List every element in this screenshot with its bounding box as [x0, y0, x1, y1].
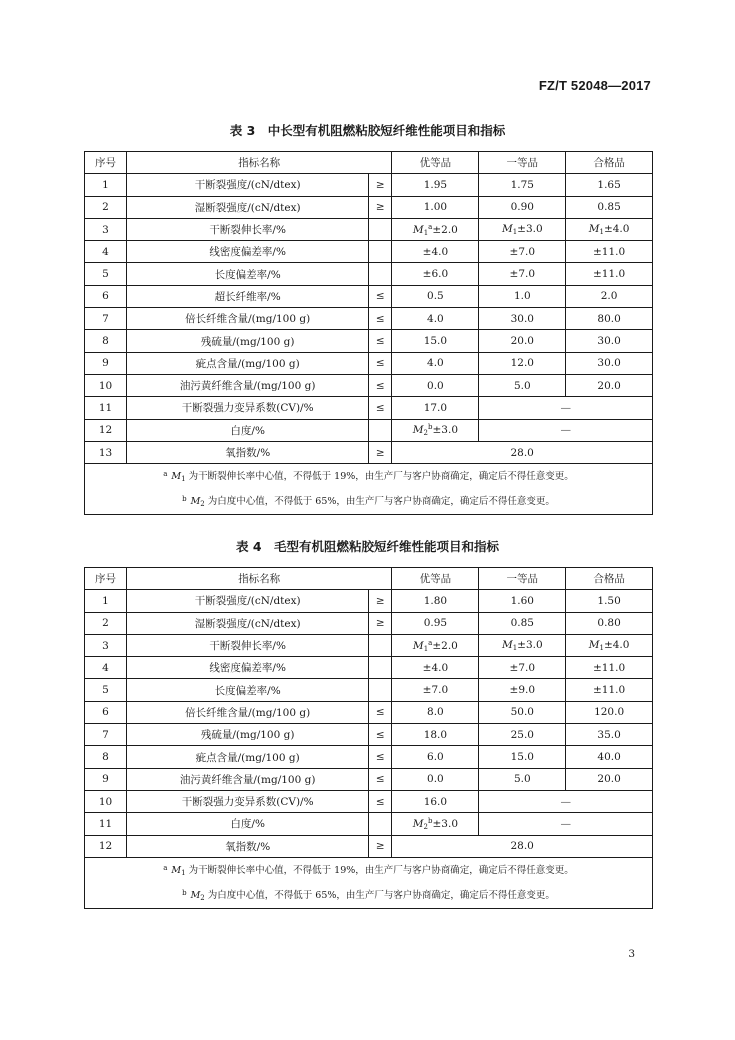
value-qualified	[566, 612, 653, 634]
symbol-subscript: 1	[512, 228, 518, 237]
row-number: 4	[85, 241, 127, 263]
symbol-subscript: 2	[423, 429, 429, 438]
value-text: ±11.0	[593, 684, 626, 697]
table-row	[85, 441, 653, 463]
value-text: 4.0	[427, 312, 444, 325]
value-text: ±9.0	[509, 684, 536, 697]
value-text: 0.90	[510, 201, 534, 214]
table-row	[85, 330, 653, 352]
value-excellent	[392, 308, 479, 330]
comparison-operator: ≥	[369, 612, 392, 634]
comparison-operator: ≥	[369, 590, 392, 612]
value-text: 1.95	[423, 178, 448, 191]
row-number: 11	[85, 397, 127, 419]
comparison-operator	[369, 241, 392, 263]
comparison-operator: ≤	[369, 701, 392, 723]
value-first	[479, 657, 566, 679]
property-name: 疵点含量/(mg/100 g)	[127, 352, 369, 374]
header-grade-qualified: 合格品	[566, 152, 653, 174]
header-grade-excellent: 优等品	[392, 568, 479, 590]
value-text: 0.85	[510, 617, 534, 630]
symbol-m: M	[588, 223, 600, 236]
value-excellent	[392, 701, 479, 723]
row-number: 12	[85, 835, 127, 857]
value-qualified	[566, 679, 653, 701]
standard-code: FZ/T 52048—2017	[538, 78, 651, 93]
table-row	[85, 813, 653, 835]
value-excellent	[392, 241, 479, 263]
property-name: 氧指数/%	[127, 835, 369, 857]
value-text: 20.0	[597, 379, 621, 392]
value-excellent	[392, 374, 479, 396]
page-number: 3	[628, 948, 635, 960]
comparison-operator	[369, 218, 392, 240]
table-row	[85, 196, 653, 218]
table-row	[85, 285, 653, 307]
table-row	[85, 374, 653, 396]
property-name: 线密度偏差率/%	[127, 241, 369, 263]
row-number: 1	[85, 590, 127, 612]
header-grade-first: 一等品	[479, 152, 566, 174]
table-row	[85, 174, 653, 196]
value-qualified	[566, 768, 653, 790]
value-first	[479, 374, 566, 396]
value-first	[479, 612, 566, 634]
value-text: 1.75	[510, 178, 534, 191]
symbol-subscript: 1	[423, 644, 429, 653]
row-number: 8	[85, 330, 127, 352]
table-row	[85, 397, 653, 419]
value-excellent	[392, 746, 479, 768]
table-row	[85, 746, 653, 768]
value-text: 5.0	[513, 773, 531, 786]
symbol-superscript: a	[428, 222, 433, 231]
value-excellent	[392, 397, 479, 419]
value-text: 18.0	[423, 728, 448, 741]
value-not-applicable: —	[479, 790, 653, 812]
value-text: 0.5	[427, 290, 444, 303]
table-row	[85, 790, 653, 812]
property-name: 倍长纤维含量/(mg/100 g)	[127, 701, 369, 723]
comparison-operator: ≤	[369, 308, 392, 330]
value-text: 1.50	[597, 594, 621, 607]
property-name: 油污黄纤维含量/(mg/100 g)	[127, 768, 369, 790]
table-header-row	[85, 152, 653, 174]
value-text: 8.0	[427, 706, 444, 719]
comparison-operator: ≤	[369, 724, 392, 746]
value-excellent	[392, 634, 479, 656]
value-text: ±7.0	[509, 268, 536, 281]
property-name: 氧指数/%	[127, 441, 369, 463]
header-no: 序号	[85, 152, 127, 174]
value-text: 30.0	[597, 357, 621, 370]
value-text: ±4.0	[422, 661, 449, 674]
value-text: ±4.0	[422, 245, 449, 258]
row-number: 2	[85, 612, 127, 634]
value-excellent	[392, 330, 479, 352]
row-number: 3	[85, 634, 127, 656]
value-text: 0.0	[427, 379, 444, 392]
table-row	[85, 308, 653, 330]
table-row	[85, 218, 653, 240]
value-qualified	[566, 590, 653, 612]
comparison-operator: ≤	[369, 746, 392, 768]
value-excellent	[392, 352, 479, 374]
value-all-grades: 28.0	[392, 835, 653, 857]
symbol-m: M	[501, 223, 513, 236]
row-number: 10	[85, 790, 127, 812]
value-first	[479, 330, 566, 352]
comparison-operator: ≤	[369, 768, 392, 790]
row-number: 3	[85, 218, 127, 240]
footnote-a: $^a$ $M_1$ 为干断裂伸长率中心值，不得低于 19%，由生产厂与客户协商确定，确定后不得任意变更。	[163, 863, 574, 877]
value-text: ±2.0	[432, 639, 458, 652]
value-excellent	[392, 768, 479, 790]
value-excellent	[392, 285, 479, 307]
table-row	[85, 701, 653, 723]
table-3-footnotes	[85, 464, 653, 515]
property-name: 干断裂强力变异系数(CV)/%	[127, 397, 369, 419]
property-name: 倍长纤维含量/(mg/100 g)	[127, 308, 369, 330]
footnotes	[85, 857, 653, 908]
table-row	[85, 241, 653, 263]
symbol-superscript: b	[428, 423, 433, 432]
comparison-operator: ≤	[369, 374, 392, 396]
value-qualified	[566, 263, 653, 285]
table-4	[84, 567, 653, 909]
symbol-m: M	[412, 817, 424, 830]
value-text: ±3.0	[432, 817, 458, 830]
value-qualified	[566, 285, 653, 307]
value-text: 1.00	[423, 201, 448, 214]
value-first	[479, 285, 566, 307]
comparison-operator	[369, 634, 392, 656]
row-number: 8	[85, 746, 127, 768]
property-name: 残硫量/(mg/100 g)	[127, 724, 369, 746]
property-name: 疵点含量/(mg/100 g)	[127, 746, 369, 768]
property-name: 超长纤维率/%	[127, 285, 369, 307]
row-number: 1	[85, 174, 127, 196]
footnote-b: $^b$ $M_2$ 为白度中心值，不得低于 65%，由生产厂与客户协商确定，确定后不得任意变更。	[182, 888, 555, 902]
table-row	[85, 657, 653, 679]
value-text: 1.80	[423, 594, 448, 607]
value-text: 16.0	[423, 795, 448, 808]
property-name: 干断裂强度/(cN/dtex)	[127, 590, 369, 612]
row-number: 9	[85, 352, 127, 374]
value-text: 0.85	[597, 201, 621, 214]
value-text: 1.65	[597, 178, 621, 191]
value-text: 50.0	[510, 706, 534, 719]
value-text: ±11.0	[593, 245, 626, 258]
symbol-m: M	[412, 424, 424, 437]
value-first	[479, 701, 566, 723]
symbol-superscript: b	[428, 816, 433, 825]
property-name: 湿断裂强度/(cN/dtex)	[127, 612, 369, 634]
value-excellent	[392, 612, 479, 634]
property-name: 干断裂强度/(cN/dtex)	[127, 174, 369, 196]
value-excellent	[392, 657, 479, 679]
value-text: ±3.0	[432, 424, 458, 437]
value-text: 0.80	[597, 617, 621, 630]
symbol-subscript: 2	[423, 822, 429, 831]
value-text: 0.95	[423, 617, 448, 630]
comparison-operator	[369, 813, 392, 835]
value-excellent	[392, 679, 479, 701]
property-name: 残硫量/(mg/100 g)	[127, 330, 369, 352]
row-number: 5	[85, 263, 127, 285]
value-text: ±7.0	[422, 684, 449, 697]
symbol-m: M	[501, 639, 513, 652]
row-number: 6	[85, 285, 127, 307]
value-text: 15.0	[423, 335, 448, 348]
value-text: 1.60	[510, 594, 534, 607]
symbol-subscript: 1	[599, 644, 604, 653]
value-excellent	[392, 724, 479, 746]
row-number: 7	[85, 308, 127, 330]
table-row	[85, 835, 653, 857]
comparison-operator: ≤	[369, 790, 392, 812]
table-4-caption: 表 4 毛型有机阻燃粘胶短纤维性能项目和指标	[235, 539, 500, 554]
property-name: 线密度偏差率/%	[127, 657, 369, 679]
value-text: 30.0	[510, 312, 534, 325]
value-text: ±4.0	[603, 223, 630, 236]
footnote-a: $^a$ $M_1$ 为干断裂伸长率中心值，不得低于 19%，由生产厂与客户协商确定，确定后不得任意变更。	[163, 470, 574, 484]
value-text: ±3.0	[517, 639, 543, 652]
row-number: 11	[85, 813, 127, 835]
value-qualified	[566, 724, 653, 746]
header-grade-qualified: 合格品	[566, 568, 653, 590]
value-text: ±11.0	[593, 268, 626, 281]
value-all-grades: 28.0	[392, 441, 653, 463]
value-text: 4.0	[427, 357, 444, 370]
value-excellent	[392, 813, 479, 835]
value-text: 30.0	[597, 335, 621, 348]
comparison-operator: ≥	[369, 441, 392, 463]
value-text: 17.0	[423, 401, 448, 414]
value-text: 6.0	[427, 751, 444, 764]
symbol-subscript: 1	[599, 228, 604, 237]
row-number: 5	[85, 679, 127, 701]
property-name: 油污黄纤维含量/(mg/100 g)	[127, 374, 369, 396]
value-qualified	[566, 308, 653, 330]
property-name: 长度偏差率/%	[127, 679, 369, 701]
value-not-applicable: —	[479, 419, 653, 441]
value-first	[479, 679, 566, 701]
value-excellent	[392, 174, 479, 196]
value-text: 1.0	[513, 290, 531, 303]
header-no: 序号	[85, 568, 127, 590]
symbol-superscript: a	[428, 638, 433, 647]
value-excellent	[392, 218, 479, 240]
value-text: 0.0	[427, 773, 444, 786]
table-row	[85, 679, 653, 701]
value-text: 25.0	[510, 728, 534, 741]
value-text: 5.0	[513, 379, 531, 392]
header-name: 指标名称	[127, 152, 392, 174]
table-row	[85, 634, 653, 656]
table-header-row	[85, 568, 653, 590]
symbol-m: M	[412, 223, 424, 236]
value-text: 35.0	[597, 728, 621, 741]
header-grade-first: 一等品	[479, 568, 566, 590]
value-excellent	[392, 263, 479, 285]
value-text: ±4.0	[603, 639, 630, 652]
table-3-body	[85, 174, 653, 464]
symbol-m: M	[412, 639, 424, 652]
comparison-operator	[369, 657, 392, 679]
value-first	[479, 634, 566, 656]
comparison-operator: ≥	[369, 196, 392, 218]
table-row	[85, 768, 653, 790]
value-first	[479, 308, 566, 330]
value-not-applicable: —	[479, 813, 653, 835]
property-name: 湿断裂强度/(cN/dtex)	[127, 196, 369, 218]
value-first	[479, 174, 566, 196]
property-name: 干断裂伸长率/%	[127, 218, 369, 240]
value-not-applicable: —	[479, 397, 653, 419]
table-row	[85, 590, 653, 612]
value-qualified	[566, 241, 653, 263]
value-text: 12.0	[510, 357, 534, 370]
header-name: 指标名称	[127, 568, 392, 590]
value-text: ±7.0	[509, 661, 536, 674]
value-text: 15.0	[510, 751, 534, 764]
row-number: 4	[85, 657, 127, 679]
value-qualified	[566, 701, 653, 723]
value-excellent	[392, 590, 479, 612]
comparison-operator: ≥	[369, 174, 392, 196]
value-text: ±11.0	[593, 661, 626, 674]
value-qualified	[566, 634, 653, 656]
comparison-operator: ≤	[369, 285, 392, 307]
table-3	[84, 151, 653, 515]
value-first	[479, 590, 566, 612]
row-number: 9	[85, 768, 127, 790]
value-excellent	[392, 790, 479, 812]
table-4-footnotes	[85, 857, 653, 908]
value-qualified	[566, 330, 653, 352]
property-name: 长度偏差率/%	[127, 263, 369, 285]
table-row	[85, 263, 653, 285]
row-number: 13	[85, 441, 127, 463]
table-row	[85, 612, 653, 634]
comparison-operator: ≤	[369, 330, 392, 352]
header-grade-excellent: 优等品	[392, 152, 479, 174]
value-first	[479, 724, 566, 746]
row-number: 2	[85, 196, 127, 218]
comparison-operator	[369, 419, 392, 441]
footnote-b: $^b$ $M_2$ 为白度中心值，不得低于 65%，由生产厂与客户协商确定，确定后不得任意变更。	[182, 495, 555, 509]
value-text: 120.0	[594, 706, 625, 719]
comparison-operator: ≤	[369, 397, 392, 419]
value-qualified	[566, 174, 653, 196]
table-row	[85, 724, 653, 746]
value-qualified	[566, 374, 653, 396]
value-qualified	[566, 218, 653, 240]
property-name: 白度/%	[127, 419, 369, 441]
row-number: 10	[85, 374, 127, 396]
value-first	[479, 218, 566, 240]
value-text: 40.0	[597, 751, 621, 764]
value-text: ±2.0	[432, 223, 458, 236]
value-qualified	[566, 196, 653, 218]
value-first	[479, 241, 566, 263]
value-text: ±7.0	[509, 245, 536, 258]
value-excellent	[392, 196, 479, 218]
value-text: 20.0	[597, 773, 621, 786]
value-qualified	[566, 352, 653, 374]
value-first	[479, 196, 566, 218]
symbol-m: M	[588, 639, 600, 652]
comparison-operator: ≤	[369, 352, 392, 374]
property-name: 干断裂伸长率/%	[127, 634, 369, 656]
symbol-subscript: 1	[423, 228, 429, 237]
value-qualified	[566, 657, 653, 679]
value-first	[479, 768, 566, 790]
value-text: 80.0	[597, 312, 621, 325]
row-number: 12	[85, 419, 127, 441]
row-number: 6	[85, 701, 127, 723]
value-qualified	[566, 746, 653, 768]
footnotes	[85, 464, 653, 515]
table-3-caption: 表 3 中长型有机阻燃粘胶短纤维性能项目和指标	[229, 123, 506, 138]
value-text: 2.0	[600, 290, 618, 303]
value-first	[479, 263, 566, 285]
row-number: 7	[85, 724, 127, 746]
property-name: 白度/%	[127, 813, 369, 835]
table-row	[85, 419, 653, 441]
table-4-body	[85, 590, 653, 858]
property-name: 干断裂强力变异系数(CV)/%	[127, 790, 369, 812]
symbol-subscript: 1	[512, 644, 518, 653]
table-row	[85, 352, 653, 374]
comparison-operator	[369, 263, 392, 285]
comparison-operator	[369, 679, 392, 701]
value-first	[479, 352, 566, 374]
value-excellent	[392, 419, 479, 441]
value-text: 20.0	[510, 335, 534, 348]
comparison-operator: ≥	[369, 835, 392, 857]
value-text: ±3.0	[517, 223, 543, 236]
value-first	[479, 746, 566, 768]
value-text: ±6.0	[422, 268, 449, 281]
